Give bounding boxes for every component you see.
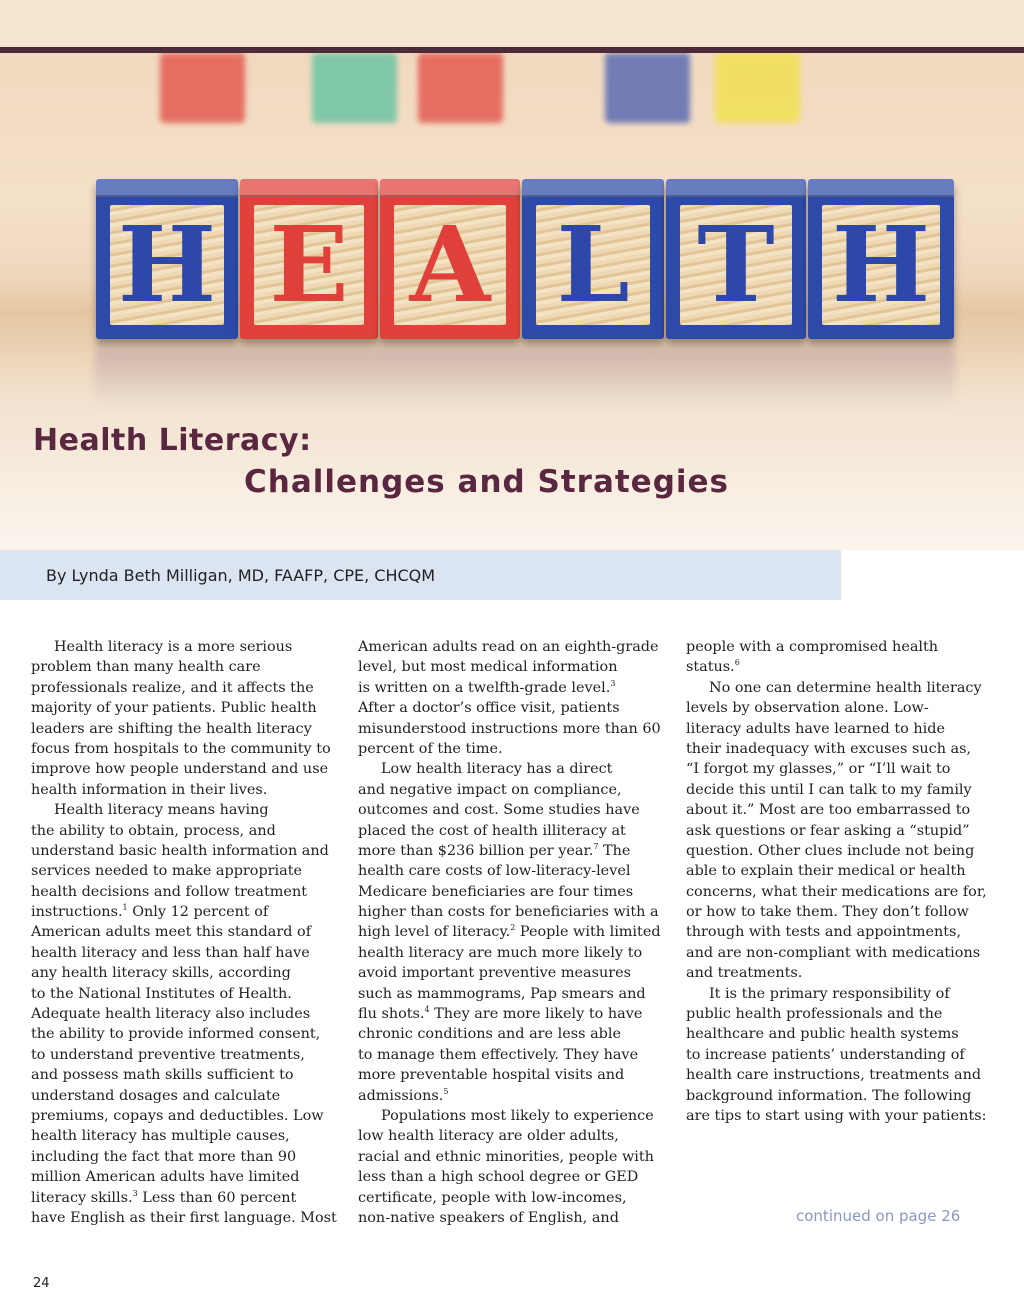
text-line: Low health literacy has a direct: [381, 761, 613, 778]
text-line: literacy adults have learned to hide: [686, 720, 945, 737]
text-line: improve how people understand and use: [31, 761, 329, 778]
blurred-block-green: [312, 53, 397, 123]
text-line: avoid important preventive measures: [358, 965, 632, 982]
blurred-block-yellow: [715, 53, 800, 123]
text-line: Health literacy is a more serious: [54, 639, 293, 655]
footnote-ref: 6: [734, 658, 740, 668]
article-title: Health Literacy:: [33, 423, 312, 458]
text-line: able to explain their medical or health: [686, 863, 966, 880]
text-line: their inadequacy with excuses such as,: [686, 740, 972, 757]
text-line: leaders are shifting the health literacy: [31, 720, 312, 737]
block-reflection: [95, 348, 955, 408]
text-line: low health literacy are older adults,: [358, 1128, 619, 1145]
text-line: public health professionals and the: [686, 1006, 943, 1023]
text-line: Adequate health literacy also includes: [31, 1006, 311, 1023]
text-line: placed the cost of health illiteracy at: [358, 822, 626, 839]
letter-block-h: H: [96, 179, 238, 339]
text-line: After a doctor’s office visit, patients: [358, 700, 620, 717]
article-column-2: [358, 637, 670, 1228]
text-line: less than a high school degree or GED: [358, 1169, 639, 1186]
text-line: the ability to provide informed consent,: [31, 1026, 321, 1043]
page-number: 24: [33, 1276, 50, 1291]
text-line: health decisions and follow treatment: [31, 883, 308, 900]
text-line: high level of literacy.$^2$ People with limited: [358, 923, 661, 941]
text-line: focus from hospitals to the community to: [31, 740, 331, 757]
text-line: non-native speakers of English, and: [358, 1209, 619, 1226]
letter-block-a: A: [380, 179, 520, 339]
text-line: any health literacy skills, according: [31, 965, 291, 982]
text-line: professionals realize, and it affects the: [31, 679, 314, 696]
article-column-3: [686, 637, 998, 1126]
text-line: American adults meet this standard of: [31, 924, 312, 941]
text-line: health care instructions, treatments and: [686, 1067, 982, 1084]
text-line: is written on a twelfth-grade level.$^3$: [358, 678, 616, 696]
blurred-block-red: [160, 53, 245, 123]
text-line: healthcare and public health systems: [686, 1026, 959, 1043]
text-line: It is the primary responsibility of: [709, 985, 950, 1002]
text-line: question. Other clues include not being: [686, 842, 975, 859]
text-line: to the National Institutes of Health.: [31, 985, 292, 1002]
text-line: Medicare beneficiaries are four times: [358, 883, 634, 900]
article-column-1: [31, 637, 341, 1228]
footnote-ref: 2: [510, 923, 516, 933]
text-line: health literacy and less than half have: [31, 944, 310, 961]
text-line: outcomes and cost. Some studies have: [358, 802, 640, 819]
text-line: status.$^6$: [686, 658, 740, 676]
text-line: levels by observation alone. Low-: [686, 700, 929, 717]
text-line: majority of your patients. Public health: [31, 700, 317, 717]
text-line: understand dosages and calculate: [31, 1087, 281, 1104]
top-band: [0, 0, 1024, 48]
text-line: health care costs of low-literacy-level: [358, 863, 631, 880]
letter-block-e: E: [240, 179, 378, 339]
footnote-ref: 3: [610, 678, 616, 688]
blurred-block-blue: [605, 53, 690, 123]
letter-block-t: T: [666, 179, 806, 339]
continued-note: continued on page 26: [796, 1207, 961, 1225]
text-line: health literacy has multiple causes,: [31, 1128, 290, 1145]
text-line: to understand preventive treatments,: [31, 1046, 305, 1063]
blurred-block-red: [418, 53, 503, 123]
text-line: admissions.$^5$: [358, 1086, 449, 1104]
text-line: have English as their first language. Most: [31, 1209, 337, 1226]
text-line: percent of the time.: [358, 740, 503, 757]
text-line: and possess math skills sufficient to: [31, 1067, 294, 1084]
letter-block-h: H: [808, 179, 954, 339]
byline: By Lynda Beth Milligan, MD, FAAFP, CPE, CHCQM: [46, 566, 436, 585]
text-line: racial and ethnic minorities, people with: [358, 1148, 654, 1165]
text-line: misunderstood instructions more than 60: [358, 720, 661, 737]
text-line: people with a compromised health: [686, 639, 939, 655]
text-line: and negative impact on compliance,: [358, 781, 622, 798]
text-line: understand basic health information and: [31, 842, 329, 859]
text-line: Health literacy means having: [54, 802, 269, 819]
text-line: health literacy are much more likely to: [358, 944, 643, 961]
footnote-ref: 7: [593, 841, 599, 851]
text-line: to manage them effectively. They have: [358, 1046, 639, 1063]
text-line: million American adults have limited: [31, 1169, 300, 1186]
footnote-ref: 5: [443, 1086, 449, 1096]
text-line: ask questions or fear asking a “stupid”: [686, 822, 970, 839]
text-line: and treatments.: [686, 965, 803, 982]
text-line: decide this until I can talk to my family: [686, 781, 972, 798]
footnote-ref: 3: [132, 1188, 138, 1198]
text-line: literacy skills.$^3$ Less than 60 percent: [31, 1188, 297, 1206]
text-line: more than $236 billion per year.$^7$ The: [358, 841, 631, 859]
article-subtitle: Challenges and Strategies: [244, 464, 730, 500]
text-line: about it.” Most are too embarrassed to: [686, 802, 971, 819]
text-line: to increase patients’ understanding of: [686, 1046, 965, 1063]
text-line: concerns, what their medications are for,: [686, 883, 987, 900]
text-line: are tips to start using with your patients:: [686, 1107, 987, 1124]
text-line: No one can determine health literacy: [709, 679, 982, 696]
text-line: background information. The following: [686, 1087, 972, 1104]
text-line: certificate, people with low-incomes,: [358, 1189, 627, 1206]
text-line: and are non-compliant with medications: [686, 944, 981, 961]
text-line: “I forgot my glasses,” or “I’ll wait to: [686, 761, 951, 778]
footnote-ref: 1: [122, 903, 128, 913]
text-line: services needed to make appropriate: [31, 863, 303, 880]
text-line: Populations most likely to experience: [381, 1107, 654, 1124]
text-line: the ability to obtain, process, and: [31, 822, 276, 839]
text-line: including the fact that more than 90: [31, 1148, 297, 1165]
text-line: problem than many health care: [31, 659, 261, 676]
footnote-ref: 4: [424, 1005, 430, 1015]
text-line: level, but most medical information: [358, 659, 618, 676]
text-line: chronic conditions and are less able: [358, 1026, 622, 1043]
text-line: through with tests and appointments,: [686, 924, 962, 941]
text-line: health information in their lives.: [31, 781, 268, 798]
text-line: flu shots.$^4$ They are more likely to have: [358, 1005, 643, 1023]
text-line: or how to take them. They don’t follow: [686, 904, 969, 921]
text-line: instructions.$^1$ Only 12 percent of: [31, 903, 269, 921]
letter-block-l: L: [522, 179, 664, 339]
text-line: more preventable hospital visits and: [358, 1067, 625, 1084]
text-line: such as mammograms, Pap smears and: [358, 985, 646, 1002]
text-line: premiums, copays and deductibles. Low: [31, 1107, 324, 1124]
text-line: higher than costs for beneficiaries with a: [358, 904, 659, 921]
text-line: American adults read on an eighth-grade: [358, 639, 659, 655]
